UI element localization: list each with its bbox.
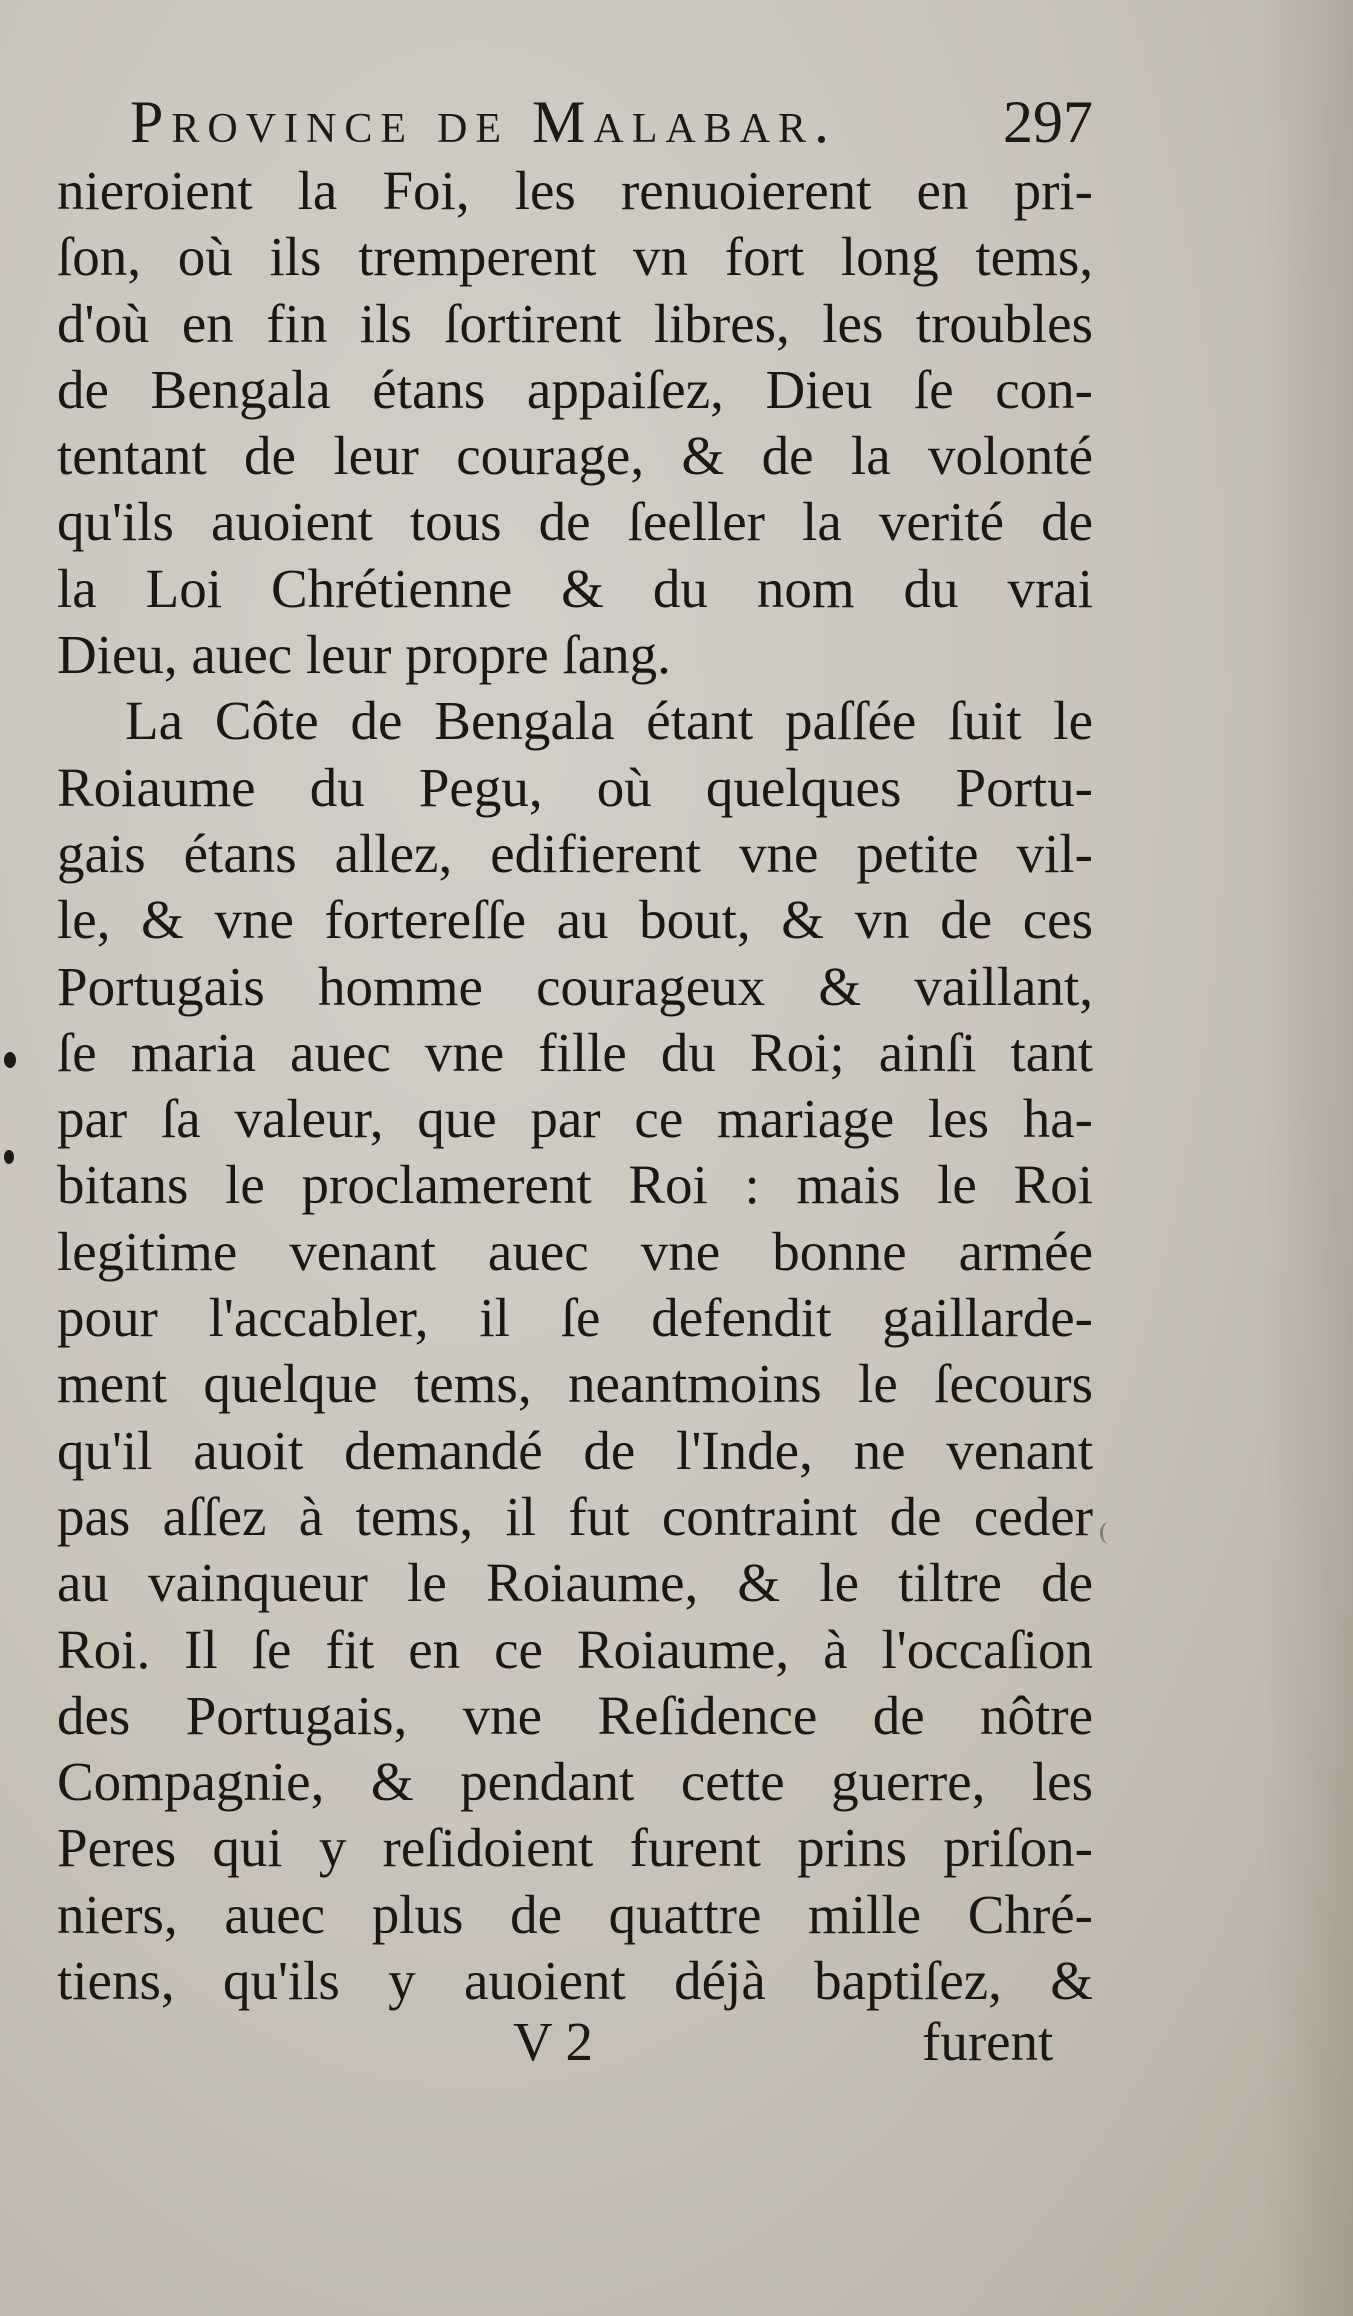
margin-ink-spot	[4, 1052, 16, 1068]
text-line: le, & vne fortereſſe au bout, & vn de ces	[57, 889, 1093, 951]
running-head	[118, 88, 1093, 168]
page-number: 297	[1003, 89, 1093, 155]
text-line: Peres qui y reſidoient furent prins priſon-	[57, 1817, 1093, 1879]
text-line: Roi. Il ſe fit en ce Roiaume, à l'occaſion	[57, 1618, 1093, 1680]
text-line: niers, auec plus de quattre mille Chré-	[57, 1883, 1093, 1945]
text-line: au vainqueur le Roiaume, & le tiltre de	[57, 1552, 1093, 1614]
text-line: Compagnie, & pendant cette guerre, les	[57, 1751, 1093, 1813]
margin-ink-spot	[4, 1150, 14, 1164]
signature-mark: V 2	[513, 2011, 593, 2072]
text-line: par ſa valeur, que par ce mariage les ha-	[57, 1088, 1093, 1150]
show-through-mark	[1100, 1522, 1117, 1544]
text-line: pour l'accabler, il ſe defendit gaillarde-	[57, 1287, 1093, 1349]
running-title: Province de Malabar.	[130, 89, 838, 155]
text-line: tiens, qu'ils y auoient déjà baptiſez, &	[57, 1950, 1093, 2012]
text-line: qu'ils auoient tous de ſeeller la verité de	[57, 491, 1093, 553]
text-line: bitans le proclamerent Roi : mais le Roi	[57, 1154, 1093, 1216]
text-line: ſon, où ils tremperent vn fort long tems,	[57, 226, 1093, 288]
text-line: des Portugais, vne Reſidence de nôtre	[57, 1684, 1093, 1746]
body-text	[57, 158, 1093, 2014]
text-line: nieroient la Foi, les renuoierent en pri-	[57, 160, 1093, 221]
text-line: la Loi Chrétienne & du nom du vrai	[57, 557, 1093, 619]
text-line: tentant de leur courage, & de la volonté	[57, 425, 1093, 487]
page-footer	[0, 2010, 1353, 2090]
text-line: legitime venant auec vne bonne armée	[57, 1220, 1093, 1282]
text-line: gais étans allez, edifierent vne petite vil-	[57, 822, 1093, 884]
text-line: Portugais homme courageux & vaillant,	[57, 955, 1093, 1017]
text-line: ment quelque tems, neantmoins le ſecours	[57, 1353, 1093, 1415]
text-line: Roiaume du Pegu, où quelques Portu-	[57, 756, 1093, 818]
text-line: qu'il auoit demandé de l'Inde, ne venant	[57, 1419, 1093, 1481]
paragraph-end-line: Dieu, auec leur propre ſang.	[57, 624, 671, 686]
text-line: ſe maria auec vne fille du Roi; ainſi tant	[57, 1021, 1093, 1083]
catchword: furent	[922, 2011, 1054, 2072]
text-line: pas aſſez à tems, il fut contraint de ceder	[57, 1485, 1093, 1547]
paragraph-start-line: La Côte de Bengala étant paſſée ſuit le	[125, 690, 1093, 752]
text-line: d'où en fin ils ſortirent libres, les troubles	[57, 292, 1093, 354]
text-line: de Bengala étans appaiſez, Dieu ſe con-	[57, 358, 1093, 420]
